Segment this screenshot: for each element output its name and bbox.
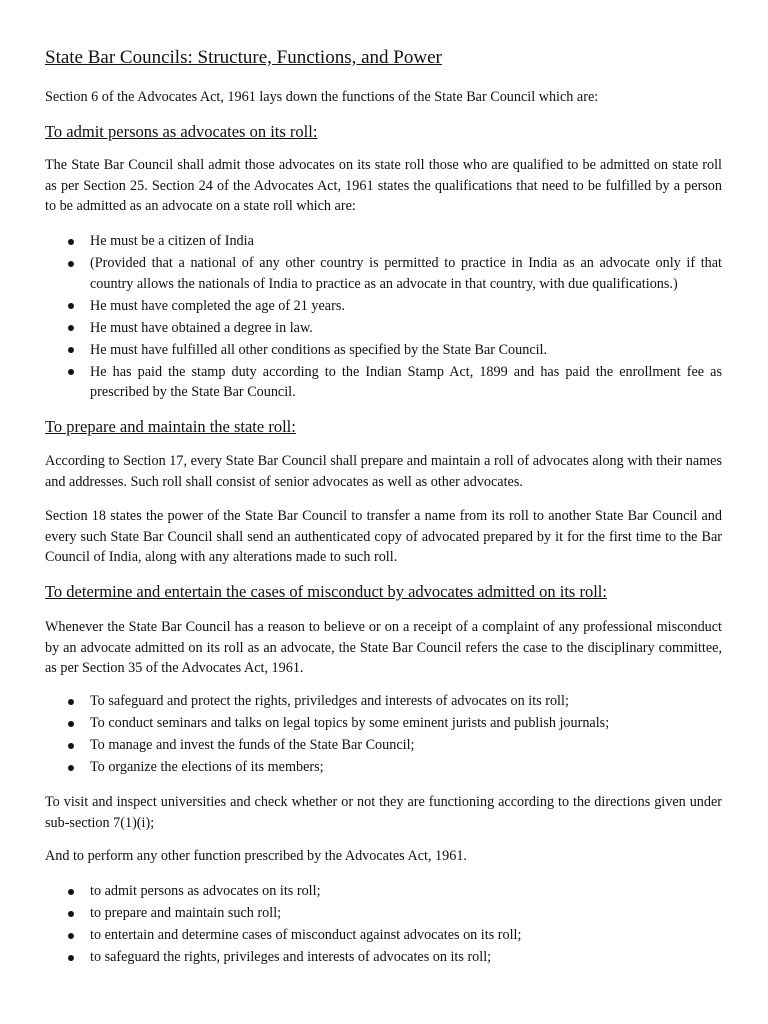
list-item: To conduct seminars and talks on legal topics by some eminent jurists and publish journals; [45,713,722,734]
functions-list [45,691,722,779]
qualifications-list [45,231,722,404]
bullet-icon [68,955,74,961]
list-item: To safeguard and protect the rights, priviledges and interests of advocates on its roll; [45,691,722,712]
bullet-icon [68,721,74,727]
bullet-icon [68,347,74,353]
inspect-paragraph: To visit and inspect universities and check whether or not they are functioning according to the directions given under sub-section 7(1)(i); [45,794,722,831]
list-item: (Provided that a national of any other country is permitted to practice in India as an advocate only if that country allows the nationals of India to practice as an advocate in that country, with due qualifications.) [45,253,722,294]
bullet-icon [68,239,74,245]
section-heading-roll: To prepare and maintain the state roll: [45,417,296,436]
bullet-icon [68,765,74,771]
list-item: To organize the elections of its members; [45,757,722,778]
admit-paragraph: The State Bar Council shall admit those advocates on its state roll those who are qualified to be admitted on state roll as per Section 25. Section 24 of the Advocates Act, 1961 states the qualifications that need to be fulfilled by a person to be admitted as an advocate on a state roll which are: [45,157,722,214]
bullet-icon [68,369,74,375]
bullet-icon [68,303,74,309]
bullet-icon [68,743,74,749]
list-item: He must be a citizen of India [45,231,722,252]
list-item: To manage and invest the funds of the State Bar Council; [45,735,722,756]
bullet-icon [68,933,74,939]
page-title: State Bar Councils: Structure, Functions, and Power [45,47,442,68]
other-function-paragraph: And to perform any other function prescribed by the Advocates Act, 1961. [45,848,467,864]
list-item: to entertain and determine cases of misconduct against advocates on its roll; [45,925,722,946]
bullet-icon [68,699,74,705]
roll-paragraph-2: Section 18 states the power of the State Bar Council to transfer a name from its roll to another State Bar Council and every such State Bar Council shall send an authenticated copy of advocated prepared by it for the first time to the Bar Council of India, along with any alterations made to such roll. [45,508,722,565]
section-heading-admit: To admit persons as advocates on its roll: [45,122,318,141]
list-item: to prepare and maintain such roll; [45,903,722,924]
bullet-icon [68,261,74,267]
intro-paragraph: Section 6 of the Advocates Act, 1961 lays down the functions of the State Bar Council which are: [45,89,599,105]
list-item: He has paid the stamp duty according to the Indian Stamp Act, 1899 and has paid the enrollment fee as prescribed by the State Bar Council. [45,362,722,403]
list-item: He must have obtained a degree in law. [45,318,722,339]
list-item: He must have fulfilled all other conditions as specified by the State Bar Council. [45,340,722,361]
bullet-icon [68,325,74,331]
section-heading-misconduct: To determine and entertain the cases of misconduct by advocates admitted on its roll: [45,582,607,601]
bullet-icon [68,889,74,895]
bullet-icon [68,911,74,917]
list-item: to admit persons as advocates on its roll; [45,881,722,902]
summary-list [45,881,722,969]
list-item: to safeguard the rights, privileges and interests of advocates on its roll; [45,947,722,968]
list-item: He must have completed the age of 21 years. [45,296,722,317]
roll-paragraph-1: According to Section 17, every State Bar Council shall prepare and maintain a roll of advocates along with their names and addresses. Such roll shall consist of senior advocates as well as other advocates. [45,453,722,490]
misconduct-paragraph: Whenever the State Bar Council has a reason to believe or on a receipt of a complaint of any professional misconduct by an advocate admitted on its roll as an advocate, the State Bar Council refers the case to the disciplinary committee, as per Section 35 of the Advocates Act, 1961. [45,619,722,676]
